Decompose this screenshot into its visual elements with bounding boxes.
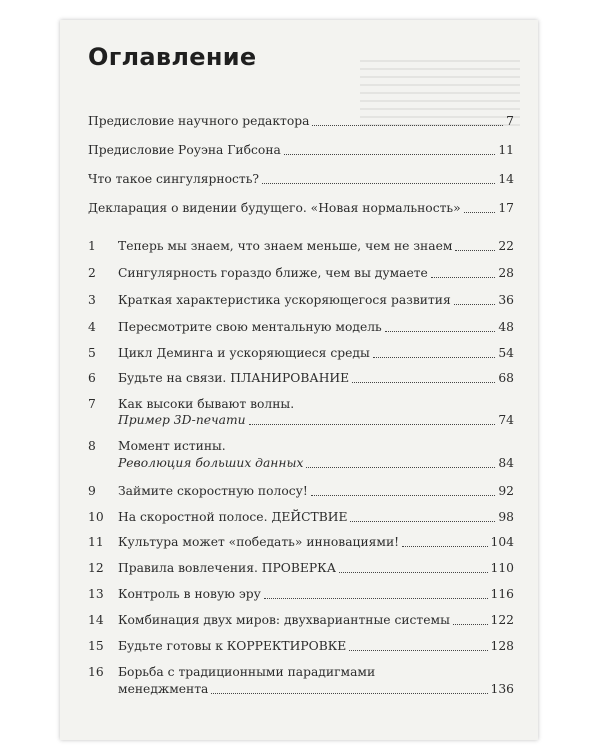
- chapter-number: 3: [88, 293, 96, 307]
- toc-chapter-entry: [88, 346, 514, 361]
- toc-chapter-entry: [88, 320, 514, 335]
- toc-chapter-entry: [88, 484, 514, 499]
- entry-page: 54: [498, 346, 514, 360]
- toc-chapter-entry: [88, 639, 514, 654]
- entry-page: 17: [498, 201, 514, 215]
- chapter-number: 16: [88, 665, 104, 679]
- leader-dots: [211, 693, 487, 694]
- entry-title: Предисловие Роуэна Гибсона: [88, 143, 281, 157]
- leader-dots: [339, 572, 488, 573]
- leader-dots: [454, 304, 496, 305]
- entry-title: Культура может «победать» инновациями!: [118, 535, 400, 549]
- entry-title: Момент истины.: [118, 439, 226, 453]
- entry-page: 84: [498, 456, 514, 470]
- chapter-number: 15: [88, 639, 104, 653]
- leader-dots: [453, 624, 488, 625]
- entry-page: 104: [490, 535, 514, 549]
- entry-page: 11: [498, 143, 514, 157]
- toc-chapter-subline: [118, 456, 514, 471]
- entry-page: 74: [498, 413, 514, 427]
- entry-title: Краткая характеристика ускоряющегося развития: [118, 293, 451, 307]
- entry-title: Контроль в новую эру: [118, 587, 261, 601]
- chapter-number: 2: [88, 266, 96, 280]
- entry-title: Декларация о видении будущего. «Новая нормальность»: [88, 201, 461, 215]
- toc-chapter-entry: [88, 561, 514, 576]
- toc-chapter-heading: [88, 439, 514, 454]
- entry-title: Теперь мы знаем, что знаем меньше, чем не знаем: [118, 239, 453, 253]
- chapter-number: 1: [88, 239, 96, 253]
- toc-intro-entry: [88, 114, 514, 129]
- chapter-number: 10: [88, 510, 104, 524]
- leader-dots: [373, 357, 496, 358]
- entry-page: 98: [498, 510, 514, 524]
- toc-chapter-subline: [118, 413, 514, 428]
- entry-page: 110: [490, 561, 514, 575]
- leader-dots: [464, 212, 496, 213]
- entry-title: Предисловие научного редактора: [88, 114, 310, 128]
- chapter-number: 11: [88, 535, 104, 549]
- leader-dots: [402, 546, 487, 547]
- entry-title: Сингулярность гораздо ближе, чем вы думаете: [118, 266, 428, 280]
- toc-chapter-entry: [88, 535, 514, 550]
- toc-chapter-entry: [88, 510, 514, 525]
- chapter-number: 9: [88, 484, 96, 498]
- entry-subtitle: Революция больших данных: [118, 456, 304, 470]
- entry-page: 7: [506, 114, 514, 128]
- entry-title: Займите скоростную полосу!: [118, 484, 308, 498]
- toc-intro-entry: [88, 143, 514, 158]
- entry-page: 48: [498, 320, 514, 334]
- entry-title: Что такое сингулярность?: [88, 172, 260, 186]
- entry-title: Цикл Деминга и ускоряющиеся среды: [118, 346, 370, 360]
- leader-dots: [249, 424, 496, 425]
- toc-chapter-entry: [88, 587, 514, 602]
- leader-dots: [352, 382, 495, 383]
- leader-dots: [431, 277, 496, 278]
- toc-chapter-heading: [88, 665, 514, 680]
- leader-dots: [264, 598, 488, 599]
- toc-chapter-subline: [118, 682, 514, 697]
- leader-dots: [385, 331, 496, 332]
- chapter-number: 4: [88, 320, 96, 334]
- leader-dots: [284, 154, 496, 155]
- entry-title: Будьте на связи. ПЛАНИРОВАНИЕ: [118, 371, 350, 385]
- entry-page: 136: [490, 682, 514, 696]
- toc-intro-entry: [88, 201, 514, 216]
- entry-title: Будьте готовы к КОРРЕКТИРОВКЕ: [118, 639, 347, 653]
- chapter-number: 8: [88, 439, 96, 453]
- chapter-number: 5: [88, 346, 96, 360]
- toc-chapter-heading: [88, 397, 514, 412]
- entry-title: Как высоки бывают волны.: [118, 397, 295, 411]
- toc-intro-entry: [88, 172, 514, 187]
- leader-dots: [350, 521, 495, 522]
- leader-dots: [349, 650, 487, 651]
- entry-page: 122: [490, 613, 514, 627]
- chapter-number: 12: [88, 561, 104, 575]
- toc-chapter-entry: [88, 239, 514, 254]
- entry-title: Борьба с традиционными парадигмами: [118, 665, 376, 679]
- entry-subtitle: менеджмента: [118, 682, 209, 696]
- chapter-number: 7: [88, 397, 96, 411]
- entry-page: 68: [498, 371, 514, 385]
- toc-chapter-entry: [88, 293, 514, 308]
- entry-title: Пересмотрите свою ментальную модель: [118, 320, 382, 334]
- entry-page: 36: [498, 293, 514, 307]
- entry-page: 116: [490, 587, 514, 601]
- entry-page: 92: [498, 484, 514, 498]
- chapter-number: 13: [88, 587, 104, 601]
- toc-chapter-entry: [88, 371, 514, 386]
- toc-chapter-entry: [88, 613, 514, 628]
- entry-title: На скоростной полосе. ДЕЙСТВИЕ: [118, 510, 348, 524]
- page-title: Оглавление: [88, 43, 257, 71]
- chapter-number: 14: [88, 613, 104, 627]
- leader-dots: [311, 495, 496, 496]
- chapter-number: 6: [88, 371, 96, 385]
- entry-title: Правила вовлечения. ПРОВЕРКА: [118, 561, 337, 575]
- entry-page: 14: [498, 172, 514, 186]
- entry-page: 22: [498, 239, 514, 253]
- book-page: [60, 20, 538, 740]
- entry-page: 128: [490, 639, 514, 653]
- leader-dots: [306, 467, 495, 468]
- entry-subtitle: Пример 3D-печати: [118, 413, 246, 427]
- leader-dots: [455, 250, 495, 251]
- leader-dots: [312, 125, 503, 126]
- entry-title: Комбинация двух миров: двухвариантные системы: [118, 613, 450, 627]
- entry-page: 28: [498, 266, 514, 280]
- toc-chapter-entry: [88, 266, 514, 281]
- leader-dots: [262, 183, 495, 184]
